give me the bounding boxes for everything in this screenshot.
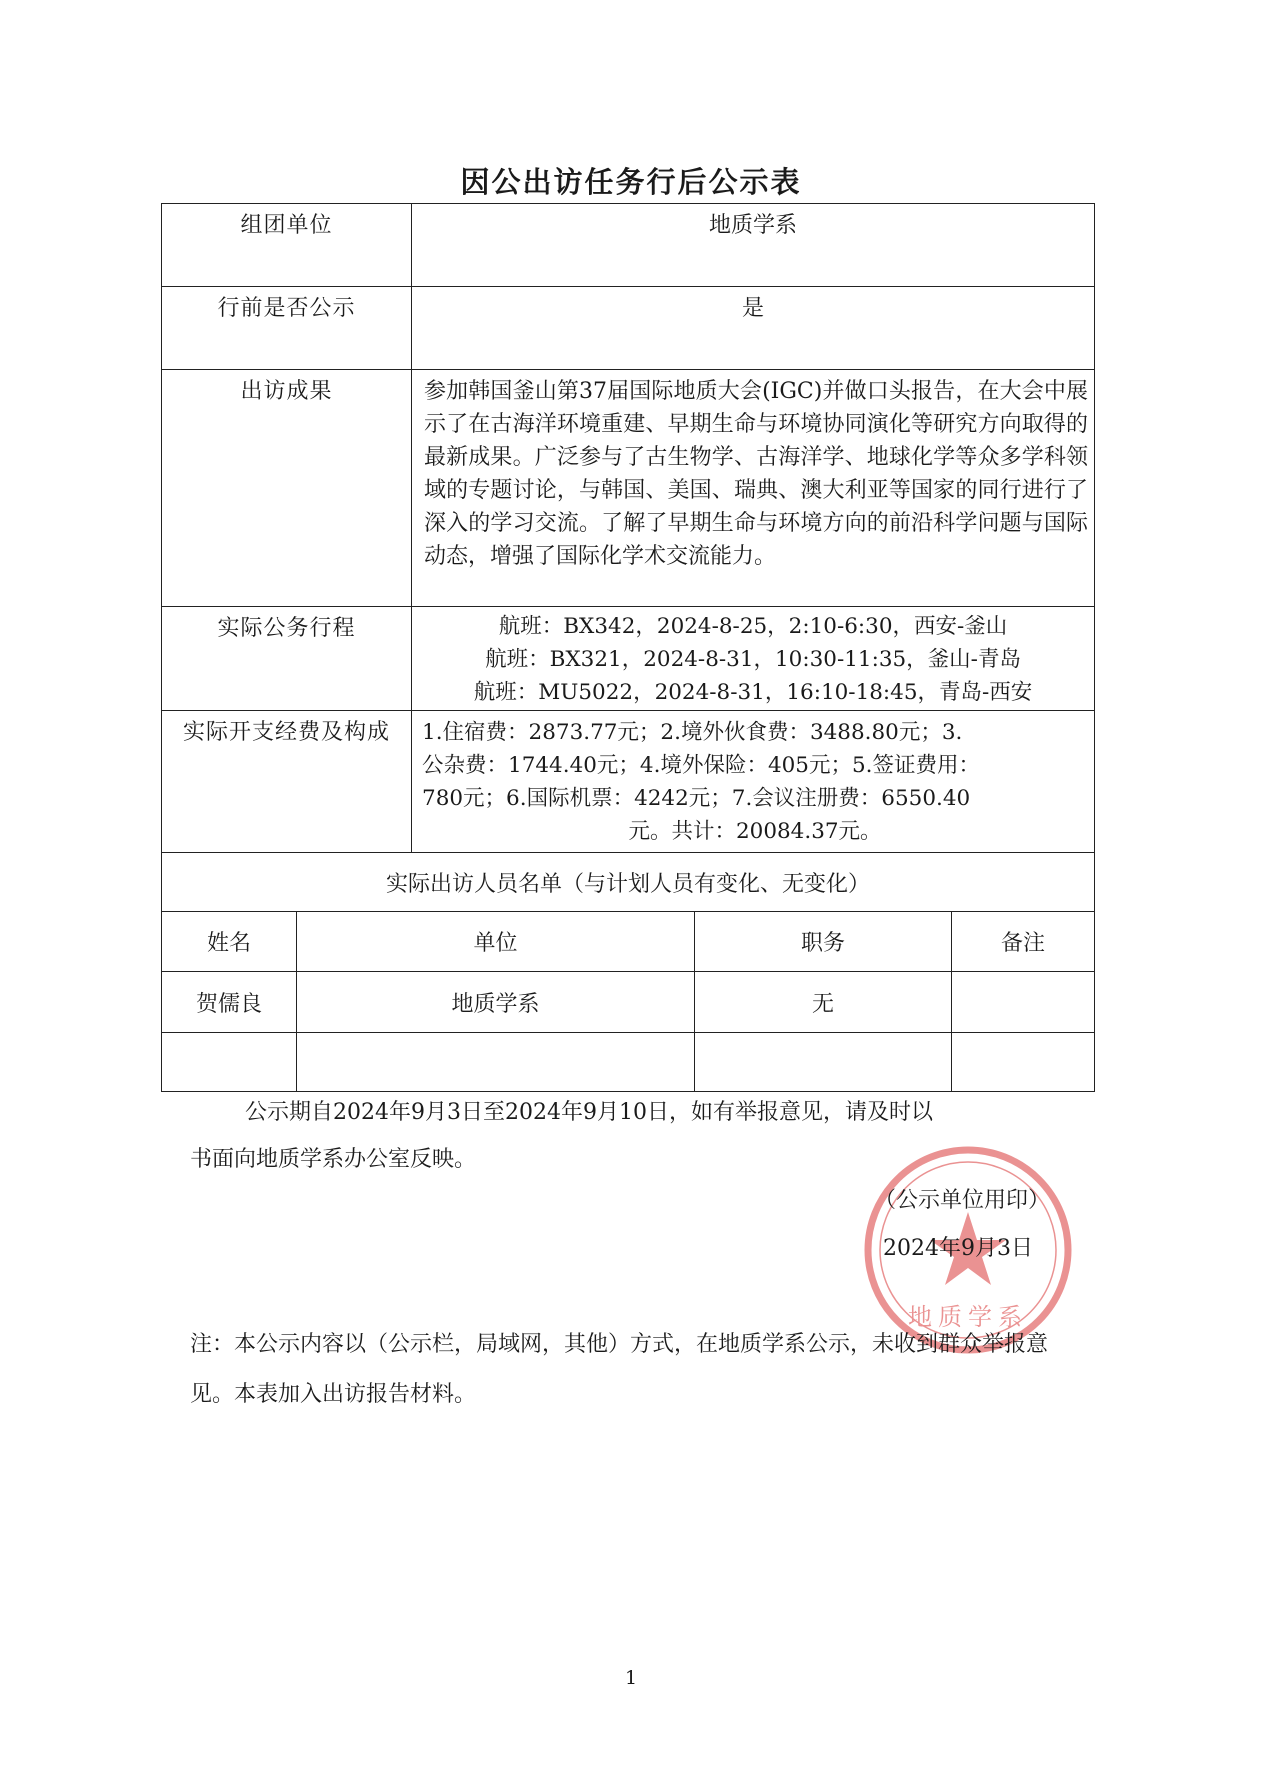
footer-note: 注：本公示内容以（公示栏，局域网，其他）方式，在地质学系公示，未收到群众举报意见。本表加入出访报告材料。 bbox=[190, 1332, 1049, 1407]
notice-line: 公示期自2024年9月3日至2024年9月10日，如有举报意见，请及时以 bbox=[245, 1100, 933, 1125]
itinerary-value bbox=[412, 607, 1095, 711]
expense-line: 1.住宿费：2873.77元；2.境外伙食费：3488.80元；3. bbox=[422, 720, 963, 745]
seal-date: 2024年9月3日 bbox=[883, 1236, 1033, 1261]
page-title: 因公出访任务行后公示表 bbox=[460, 165, 802, 199]
pre-publicity-label: 行前是否公示 bbox=[162, 287, 412, 370]
row-personnel-title bbox=[162, 853, 1095, 912]
flight-line: 航班：BX321，2024-8-31，10:30-11:35，釜山-青岛 bbox=[485, 647, 1021, 672]
row-itinerary bbox=[162, 607, 1095, 711]
header-name: 姓名 bbox=[162, 912, 297, 972]
expenses-value bbox=[412, 711, 1095, 853]
table-row bbox=[162, 1033, 1095, 1092]
expenses-label: 实际开支经费及构成 bbox=[162, 711, 412, 853]
row-pre-publicity bbox=[162, 287, 1095, 370]
flight-line: 航班：MU5022，2024-8-31，16:10-18:45，青岛-西安 bbox=[473, 680, 1033, 705]
group-unit-label: 组团单位 bbox=[162, 204, 412, 287]
cell-name bbox=[162, 1033, 297, 1092]
expense-line: 公杂费：1744.40元；4.境外保险：405元；5.签证费用： bbox=[422, 753, 980, 778]
cell-remarks bbox=[952, 1033, 1095, 1092]
cell-position bbox=[695, 1033, 952, 1092]
expense-total: 元。共计：20084.37元。 bbox=[628, 819, 882, 844]
row-expenses bbox=[162, 711, 1095, 853]
svg-text:地质学系: 地质学系 bbox=[908, 1303, 1028, 1331]
cell-remarks bbox=[952, 972, 1095, 1033]
header-position: 职务 bbox=[695, 912, 952, 972]
results-label: 出访成果 bbox=[162, 370, 412, 607]
seal-label: （公示单位用印） bbox=[874, 1188, 1051, 1213]
publicity-table bbox=[161, 203, 1095, 1092]
cell-position: 无 bbox=[695, 972, 952, 1033]
group-unit-value: 地质学系 bbox=[412, 204, 1095, 287]
cell-unit bbox=[297, 1033, 695, 1092]
personnel-section-title: 实际出访人员名单（与计划人员有变化、无变化） bbox=[162, 853, 1095, 912]
expense-line: 780元；6.国际机票：4242元；7.会议注册费：6550.40 bbox=[422, 786, 971, 811]
row-group-unit bbox=[162, 204, 1095, 287]
personnel-header-row bbox=[162, 912, 1095, 972]
header-unit: 单位 bbox=[297, 912, 695, 972]
cell-unit: 地质学系 bbox=[297, 972, 695, 1033]
results-value: 参加韩国釜山第37届国际地质大会(IGC)并做口头报告，在大会中展示了在古海洋环境重建、早期生命与环境协同演化等研究方向取得的最新成果。广泛参与了古生物学、古海洋学、地球化学等众多学科领域的专题讨论，与韩国、美国、瑞典、澳大利亚等国家的同行进行了深入的学习交流。了解了早期生命与环境方向的前沿科学问题与国际动态，增强了国际化学术交流能力。 bbox=[412, 370, 1095, 607]
notice-line: 书面向地质学系办公室反映。 bbox=[190, 1147, 477, 1172]
flight-line: 航班：BX342，2024-8-25，2:10-6:30，西安-釜山 bbox=[498, 614, 1008, 639]
header-remarks: 备注 bbox=[952, 912, 1095, 972]
page-number: 1 bbox=[624, 1667, 638, 1689]
pre-publicity-value: 是 bbox=[412, 287, 1095, 370]
itinerary-label: 实际公务行程 bbox=[162, 607, 412, 711]
table-row bbox=[162, 972, 1095, 1033]
cell-name: 贺儒良 bbox=[162, 972, 297, 1033]
row-results bbox=[162, 370, 1095, 607]
